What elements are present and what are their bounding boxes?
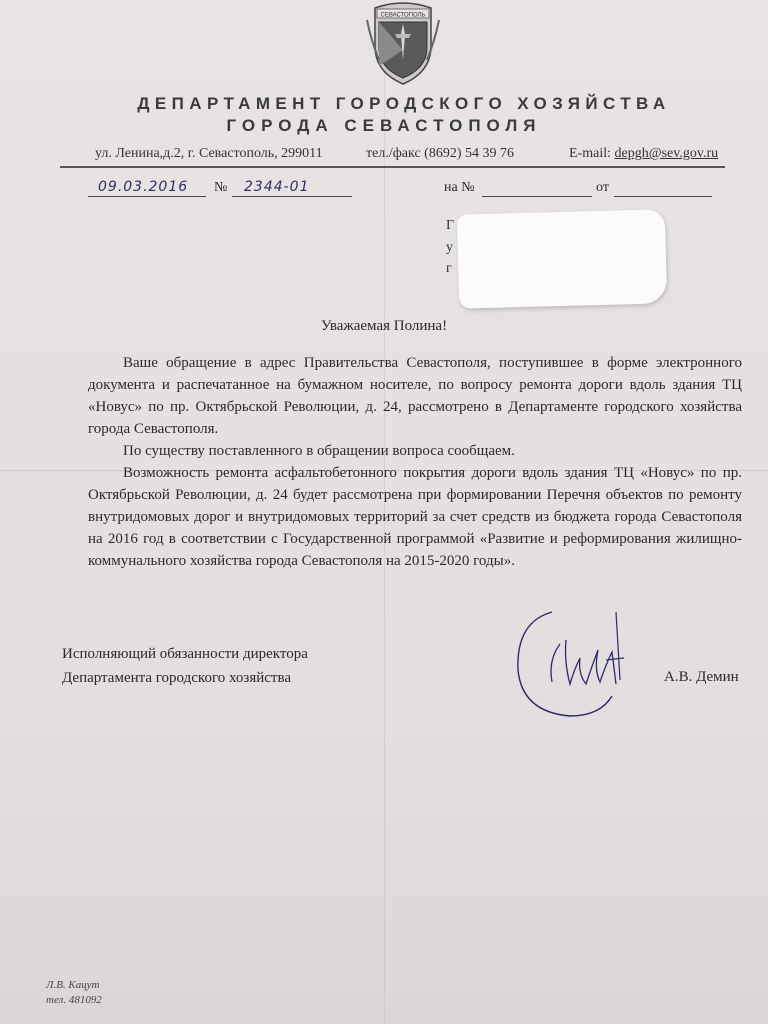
sevastopol-coat-of-arms-icon [365, 0, 441, 86]
salutation: Уважаемая Полина! [320, 318, 448, 334]
incoming-number-line [482, 196, 592, 197]
signer-position-line-2: Департамента городского хозяйства [62, 670, 292, 686]
redaction-patch [457, 209, 667, 308]
svg-text:СЕВАСТОПОЛЬ: СЕВАСТОПОЛЬ [380, 12, 426, 19]
number-label: № [214, 180, 228, 195]
email-label: E-mail: [569, 146, 611, 161]
letter-body [88, 352, 742, 572]
department-phone: тел./факс (8692) 54 39 76 [366, 146, 514, 161]
body-paragraph: Ваше обращение в адрес Правительства Севастополя, поступившее в форме электронного документа и распечатанное на бумажном носителе, по вопросу ремонта дороги вдоль здания ТЦ «Новус» по пр. Октябрьской Революции, д. 24, рассмотрено в Департаменте городского хозяйства города Севастополя. [88, 355, 742, 437]
signer-position-line-1: Исполняющий обязанности директора [62, 646, 308, 662]
outgoing-number: 2344-01 [244, 179, 310, 195]
executor-name: Л.В. Кацут [46, 979, 100, 991]
executor-info [46, 978, 102, 1008]
handwritten-signature [508, 600, 648, 725]
body-paragraph: По существу поставленного в обращении вопроса сообщаем. [123, 443, 515, 459]
department-email [569, 146, 718, 162]
date-underline [88, 196, 206, 197]
incoming-date-label: от [596, 180, 609, 195]
header-divider [60, 166, 725, 168]
executor-phone: тел. 481092 [46, 994, 102, 1006]
incoming-date-line [614, 196, 712, 197]
incoming-number-label: на № [444, 180, 475, 195]
outgoing-date: 09.03.2016 [98, 179, 189, 195]
email-link[interactable]: depgh@sev.gov.ru [614, 146, 719, 161]
department-address: ул. Ленина,д.2, г. Севастополь, 299011 [95, 146, 323, 161]
body-paragraph: Возможность ремонта асфальтобетонного покрытия дороги вдоль здания ТЦ «Новус» по пр. Октябрьской Революции, д. 24 будет рассмотрена при формировании Перечня объектов по ремонту внутридомовых дорог и внутридомовых территорий за счет средств из бюджета города Севастополя на 2016 год в соответствии с Государственной программой «Развитие и реформирования жилищно-коммунального хозяйства города Севастополя на 2015-2020 годы». [88, 465, 742, 569]
recipient-line-1: Г [446, 218, 455, 233]
signer-position [62, 642, 308, 690]
department-title: ДЕПАРТАМЕНТ ГОРОДСКОГО ХОЗЯЙСТВА [137, 94, 671, 113]
department-city-title: ГОРОДА СЕВАСТОПОЛЯ [226, 116, 542, 135]
number-underline [232, 196, 352, 197]
recipient-line-3: г [446, 261, 452, 276]
recipient-line-2: у [446, 240, 453, 255]
signer-name: А.В. Демин [664, 669, 739, 685]
